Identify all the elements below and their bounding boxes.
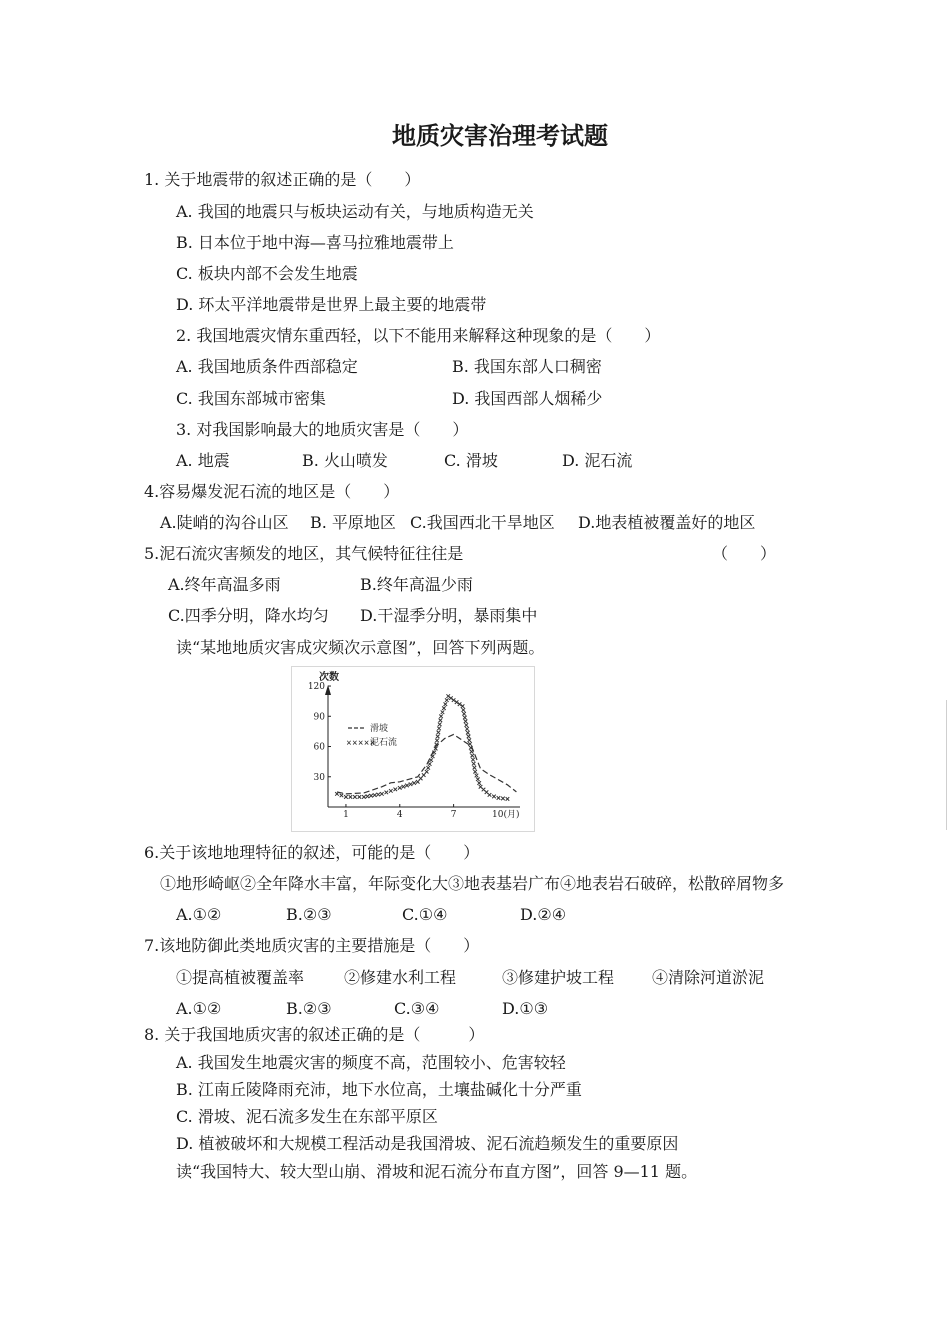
x-tick-label: 7: [450, 810, 457, 820]
debris-flow-point: [468, 738, 472, 742]
question-8-option-a: A. 我国发生地震灾害的频度不高，范围较小、危害较轻: [176, 1053, 566, 1072]
debris-flow-point: [428, 762, 432, 766]
question-7-option-d: D.①③: [502, 999, 549, 1018]
debris-flow-point: [476, 777, 480, 781]
page-title: 地质灾害治理考试题: [392, 122, 608, 150]
reading-instruction-2: 读“我国特大、较大型山崩、滑坡和泥石流分布直方图”，回答 9—11 题。: [176, 1162, 698, 1181]
debris-flow-point: [389, 789, 393, 793]
debris-flow-point: [376, 793, 380, 797]
debris-flow-point: [366, 795, 370, 799]
x-tick-group: [343, 804, 457, 820]
debris-flow-point: [445, 698, 449, 702]
question-6-statements: ①地形崎岖②全年降水丰富，年际变化大③地表基岩广布④地表岩石破碎，松散碎屑物多: [160, 874, 785, 893]
debris-flow-point: [441, 710, 445, 714]
question-3-option-d: D. 泥石流: [562, 451, 633, 470]
debris-flow-point: [353, 795, 357, 799]
question-3-option-b: B. 火山喷发: [302, 451, 388, 470]
question-4-stem: 4.容易爆发泥石流的地区是（ ）: [144, 482, 400, 501]
debris-flow-point: [437, 727, 441, 731]
debris-flow-point: [439, 719, 443, 723]
debris-flow-point: [472, 762, 476, 766]
question-3-stem: 3. 对我国影响最大的地质灾害是（ ）: [176, 420, 469, 439]
question-7-stem: 7.该地防御此类地质灾害的主要措施是（ ）: [144, 936, 480, 955]
question-5-answer-paren: （ ）: [712, 544, 777, 563]
debris-flow-point: [385, 791, 389, 795]
y-axis-label: 次数: [319, 672, 339, 683]
question-8-stem: 8. 关于我国地质灾害的叙述正确的是（ ）: [144, 1025, 485, 1044]
y-tick-label: 30: [313, 772, 325, 783]
question-2-option-c: C. 我国东部城市密集: [176, 389, 326, 408]
debris-flow-point: [473, 770, 477, 774]
debris-flow-point: [475, 774, 479, 778]
question-5-option-a: A.终年高温多雨: [168, 575, 281, 594]
debris-flow-point: [437, 731, 441, 735]
debris-flow-point: [373, 793, 377, 797]
debris-flow-point: [467, 735, 471, 739]
debris-flow-point: [349, 795, 353, 799]
debris-flow-point: [398, 786, 402, 790]
debris-flow-point: [462, 708, 466, 712]
debris-flow-point: [506, 797, 510, 801]
question-4-option-c: C.我国西北干旱地区: [410, 513, 555, 532]
debris-flow-point: [455, 700, 459, 704]
debris-flow-point: [412, 781, 416, 785]
debris-flow-point: [402, 785, 406, 789]
question-7-measure-4: ④清除河道淤泥: [652, 968, 765, 987]
debris-flow-point: [471, 758, 475, 762]
debris-flow-point: [344, 795, 348, 799]
debris-flow-point: [492, 795, 496, 799]
x-tick-label: 1: [343, 810, 349, 820]
debris-flow-point: [438, 723, 442, 727]
question-3-option-c: C. 滑坡: [444, 451, 498, 470]
debris-flow-point: [409, 782, 413, 786]
x-tick-label: 4: [396, 810, 403, 820]
debris-flow-point: [488, 793, 492, 797]
question-5-option-c: C.四季分明，降水均匀: [168, 606, 329, 625]
disaster-frequency-chart: [291, 666, 535, 832]
question-2-option-d: D. 我国西部人烟稀少: [452, 389, 603, 408]
question-1-option-d: D. 环太平洋地震带是世界上最主要的地震带: [176, 295, 487, 314]
question-2-option-a: A. 我国地质条件西部稳定: [176, 357, 358, 376]
series-debris-flow-marks: [335, 694, 509, 800]
question-6-option-a: A.①②: [176, 905, 222, 924]
debris-flow-point: [461, 704, 465, 708]
debris-flow-point: [464, 720, 468, 724]
debris-flow-point: [470, 754, 474, 758]
debris-flow-point: [419, 777, 423, 781]
debris-flow-point: [422, 773, 426, 777]
question-5-stem: 5.泥石流灾害频发的地区，其气候特征往往是: [144, 544, 464, 563]
question-5-option-b: B.终年高温少雨: [360, 575, 473, 594]
debris-flow-point: [393, 788, 397, 792]
debris-flow-point: [340, 794, 344, 798]
debris-flow-point: [442, 706, 446, 710]
debris-flow-point: [335, 792, 339, 796]
debris-flow-point: [416, 780, 420, 784]
question-2-stem: 2. 我国地震灾情东重西轻，以下不能用来解释这种现象的是（ ）: [176, 326, 661, 345]
y-tick-label: 90: [313, 712, 325, 723]
debris-flow-point: [444, 702, 448, 706]
debris-flow-point: [462, 712, 466, 716]
y-tick-label: 120: [307, 682, 325, 693]
debris-flow-point: [501, 797, 505, 801]
reading-instruction-1: 读“某地地质灾害成灾频次示意图”，回答下列两题。: [176, 638, 545, 657]
question-1-stem: 1. 关于地震带的叙述正确的是（ ）: [144, 170, 421, 189]
debris-flow-point: [425, 770, 429, 774]
question-1-option-c: C. 板块内部不会发生地震: [176, 264, 358, 283]
question-5-option-d: D.干湿季分明，暴雨集中: [360, 606, 538, 625]
debris-flow-point: [380, 792, 384, 796]
legend-debris-flow-label: 泥石流: [370, 738, 398, 748]
debris-flow-point: [439, 714, 443, 718]
debris-flow-point: [466, 731, 470, 735]
debris-flow-point: [465, 723, 469, 727]
question-8-option-c: C. 滑坡、泥石流多发生在东部平原区: [176, 1107, 438, 1126]
question-8-option-b: B. 江南丘陵降雨充沛，地下水位高，土壤盐碱化十分严重: [176, 1080, 582, 1099]
question-1-option-a: A. 我国的地震只与板块运动有关，与地质构造无关: [176, 202, 534, 221]
debris-flow-point: [362, 795, 366, 799]
page-edge-line: [946, 700, 947, 830]
question-4-option-d: D.地表植被覆盖好的地区: [578, 513, 756, 532]
question-6-stem: 6.关于该地地理特征的叙述，可能的是（ ）: [144, 843, 480, 862]
legend-landslide-label: 滑坡: [370, 724, 389, 734]
question-7-option-c: C.③④: [394, 999, 440, 1018]
debris-flow-point: [477, 781, 481, 785]
chart-svg: [292, 667, 534, 831]
debris-flow-point: [497, 796, 501, 800]
debris-flow-point: [458, 702, 462, 706]
debris-flow-point: [465, 727, 469, 731]
legend-debris-flow-swatch: ×××××: [346, 738, 376, 747]
y-tick-label: 60: [313, 742, 325, 753]
debris-flow-point: [435, 739, 439, 743]
question-7-measure-1: ①提高植被覆盖率: [176, 968, 305, 987]
question-7-option-a: A.①②: [176, 999, 222, 1018]
debris-flow-point: [470, 750, 474, 754]
question-2-option-b: B. 我国东部人口稠密: [452, 357, 602, 376]
question-7-measure-2: ②修建水利工程: [344, 968, 457, 987]
question-1-option-b: B. 日本位于地中海—喜马拉雅地震带上: [176, 233, 454, 252]
question-6-option-c: C.①④: [402, 905, 448, 924]
question-6-option-d: D.②④: [520, 905, 567, 924]
question-7-option-b: B.②③: [286, 999, 332, 1018]
debris-flow-point: [426, 766, 430, 770]
question-6-option-b: B.②③: [286, 905, 332, 924]
debris-flow-point: [436, 735, 440, 739]
debris-flow-point: [405, 784, 409, 788]
question-8-option-d: D. 植被破坏和大规模工程活动是我国滑坡、泥石流趋频发生的重要原因: [176, 1134, 679, 1153]
question-3-option-a: A. 地震: [176, 451, 230, 470]
debris-flow-point: [429, 758, 433, 762]
debris-flow-point: [463, 716, 467, 720]
question-4-option-b: B. 平原地区: [310, 513, 396, 532]
question-7-measure-3: ③修建护坡工程: [502, 968, 615, 987]
question-4-option-a: A.陡峭的沟谷山区: [160, 513, 289, 532]
x-axis-label: 10(月): [492, 810, 520, 820]
debris-flow-point: [358, 795, 362, 799]
debris-flow-point: [369, 794, 373, 798]
debris-flow-point: [473, 766, 477, 770]
